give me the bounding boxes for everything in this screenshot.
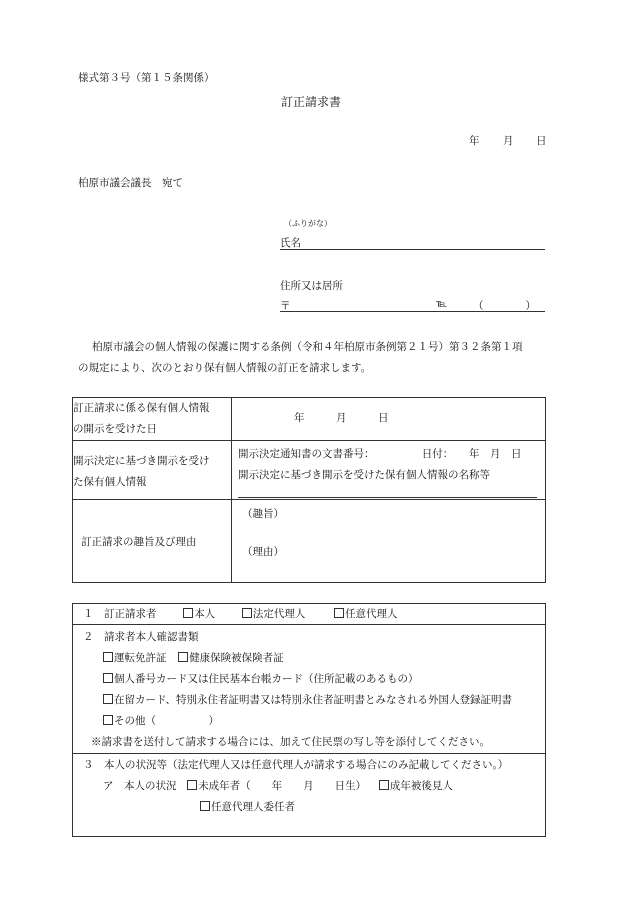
checkbox-icon: [103, 694, 113, 704]
my-number-card-checkbox[interactable]: 個人番号カード又は住民基本台帳カード（住所記載のあるもの）: [83, 669, 545, 690]
gist-reason-label: 訂正請求の趣旨及び理由: [73, 500, 232, 583]
info-name-line: 開示決定に基づき開示を受けた保有個人情報の名称等: [238, 469, 490, 481]
info-name-underline: [238, 497, 537, 498]
disclosure-date-field[interactable]: 年 月 日: [232, 398, 546, 441]
intro-line-1: 柏原市議会の個人情報の保護に関する条例（令和４年柏原市条例第２１号）第３２条第１項: [92, 341, 523, 353]
adult-ward-checkbox[interactable]: 成年被後見人: [379, 780, 453, 792]
name-underline: [280, 249, 545, 250]
checkbox-icon: [103, 652, 113, 662]
gist-reason-field[interactable]: [232, 500, 546, 583]
minor-checkbox[interactable]: 未成年者（ 年 月 日生）: [187, 780, 366, 792]
tel-parentheses: （ ）: [473, 300, 536, 312]
requester-voluntary-rep-checkbox[interactable]: 任意代理人: [334, 608, 398, 620]
disclosure-date-label: 訂正請求に係る保有個人情報 の開示を受けた日: [73, 398, 232, 441]
checkbox-icon: [200, 801, 210, 811]
address-underline: [280, 311, 545, 312]
request-details-table: [72, 397, 546, 583]
disclosed-info-label: 開示決定に基づき開示を受け た保有個人情報: [73, 441, 232, 500]
checkbox-icon: [242, 608, 252, 618]
address-label: 住所又は居所: [280, 280, 343, 292]
health-insurance-checkbox[interactable]: 健康保険被保険者証: [178, 652, 284, 664]
voluntary-principal-checkbox[interactable]: 任意代理人委任者: [83, 797, 545, 818]
drivers-license-checkbox[interactable]: 運転免許証: [103, 652, 167, 664]
requester-legal-rep-checkbox[interactable]: 法定代理人: [242, 608, 306, 620]
residence-card-checkbox[interactable]: 在留カード、特別永住者証明書又は特別永住者証明書とみなされる外国人登録証明書: [83, 690, 545, 711]
name-label: 氏名: [280, 237, 301, 249]
tel-mark: ℡: [436, 298, 448, 310]
furigana-label: （ふりがな）: [284, 219, 332, 228]
checkbox-icon: [187, 780, 197, 790]
date-year-label: 年: [469, 135, 480, 147]
other-document-checkbox[interactable]: その他（ ）: [83, 711, 545, 732]
principal-status-heading: ３ 本人の状況等（法定代理人又は任意代理人が請求する場合にのみ記載してください。）: [83, 759, 509, 771]
checkbox-icon: [334, 608, 344, 618]
postal-mark: 〒: [280, 300, 291, 312]
form-number: 様式第３号（第１５条関係）: [78, 72, 215, 84]
principal-status-line-1: ア 本人の状況 未成年者（ 年 月 日生） 成年被後見人: [103, 780, 453, 792]
id-documents-heading: ２ 請求者本人確認書類: [83, 631, 199, 643]
requester-table: [72, 603, 546, 837]
id-documents-section: [73, 625, 546, 754]
principal-status-section: [73, 754, 546, 837]
id-documents-line-1: [83, 648, 545, 669]
document-title: 訂正請求書: [281, 95, 342, 109]
checkbox-icon: [379, 780, 389, 790]
reason-label: （理由）: [242, 546, 284, 558]
requester-self-checkbox[interactable]: 本人: [183, 608, 215, 620]
addressee: 柏原市議会議長 宛て: [78, 177, 183, 189]
gist-label: （趣旨）: [242, 508, 284, 520]
resident-record-note: ※請求書を送付して請求する場合には、加えて住民票の写し等を添付してください。: [91, 736, 490, 748]
notice-number-line: 開示決定通知書の文書番号： 日付： 年 月 日: [238, 448, 522, 460]
date-month-label: 月: [503, 135, 514, 147]
requester-type-row: １ 訂正請求者 本人 法定代理人 任意代理人: [73, 604, 546, 625]
checkbox-icon: [183, 608, 193, 618]
checkbox-icon: [103, 715, 113, 725]
checkbox-icon: [178, 652, 188, 662]
date-day-label: 日: [536, 135, 547, 147]
intro-line-2: の規定により、次のとおり保有個人情報の訂正を請求します。: [78, 362, 372, 374]
checkbox-icon: [103, 673, 113, 683]
disclosed-info-field[interactable]: [232, 441, 546, 500]
